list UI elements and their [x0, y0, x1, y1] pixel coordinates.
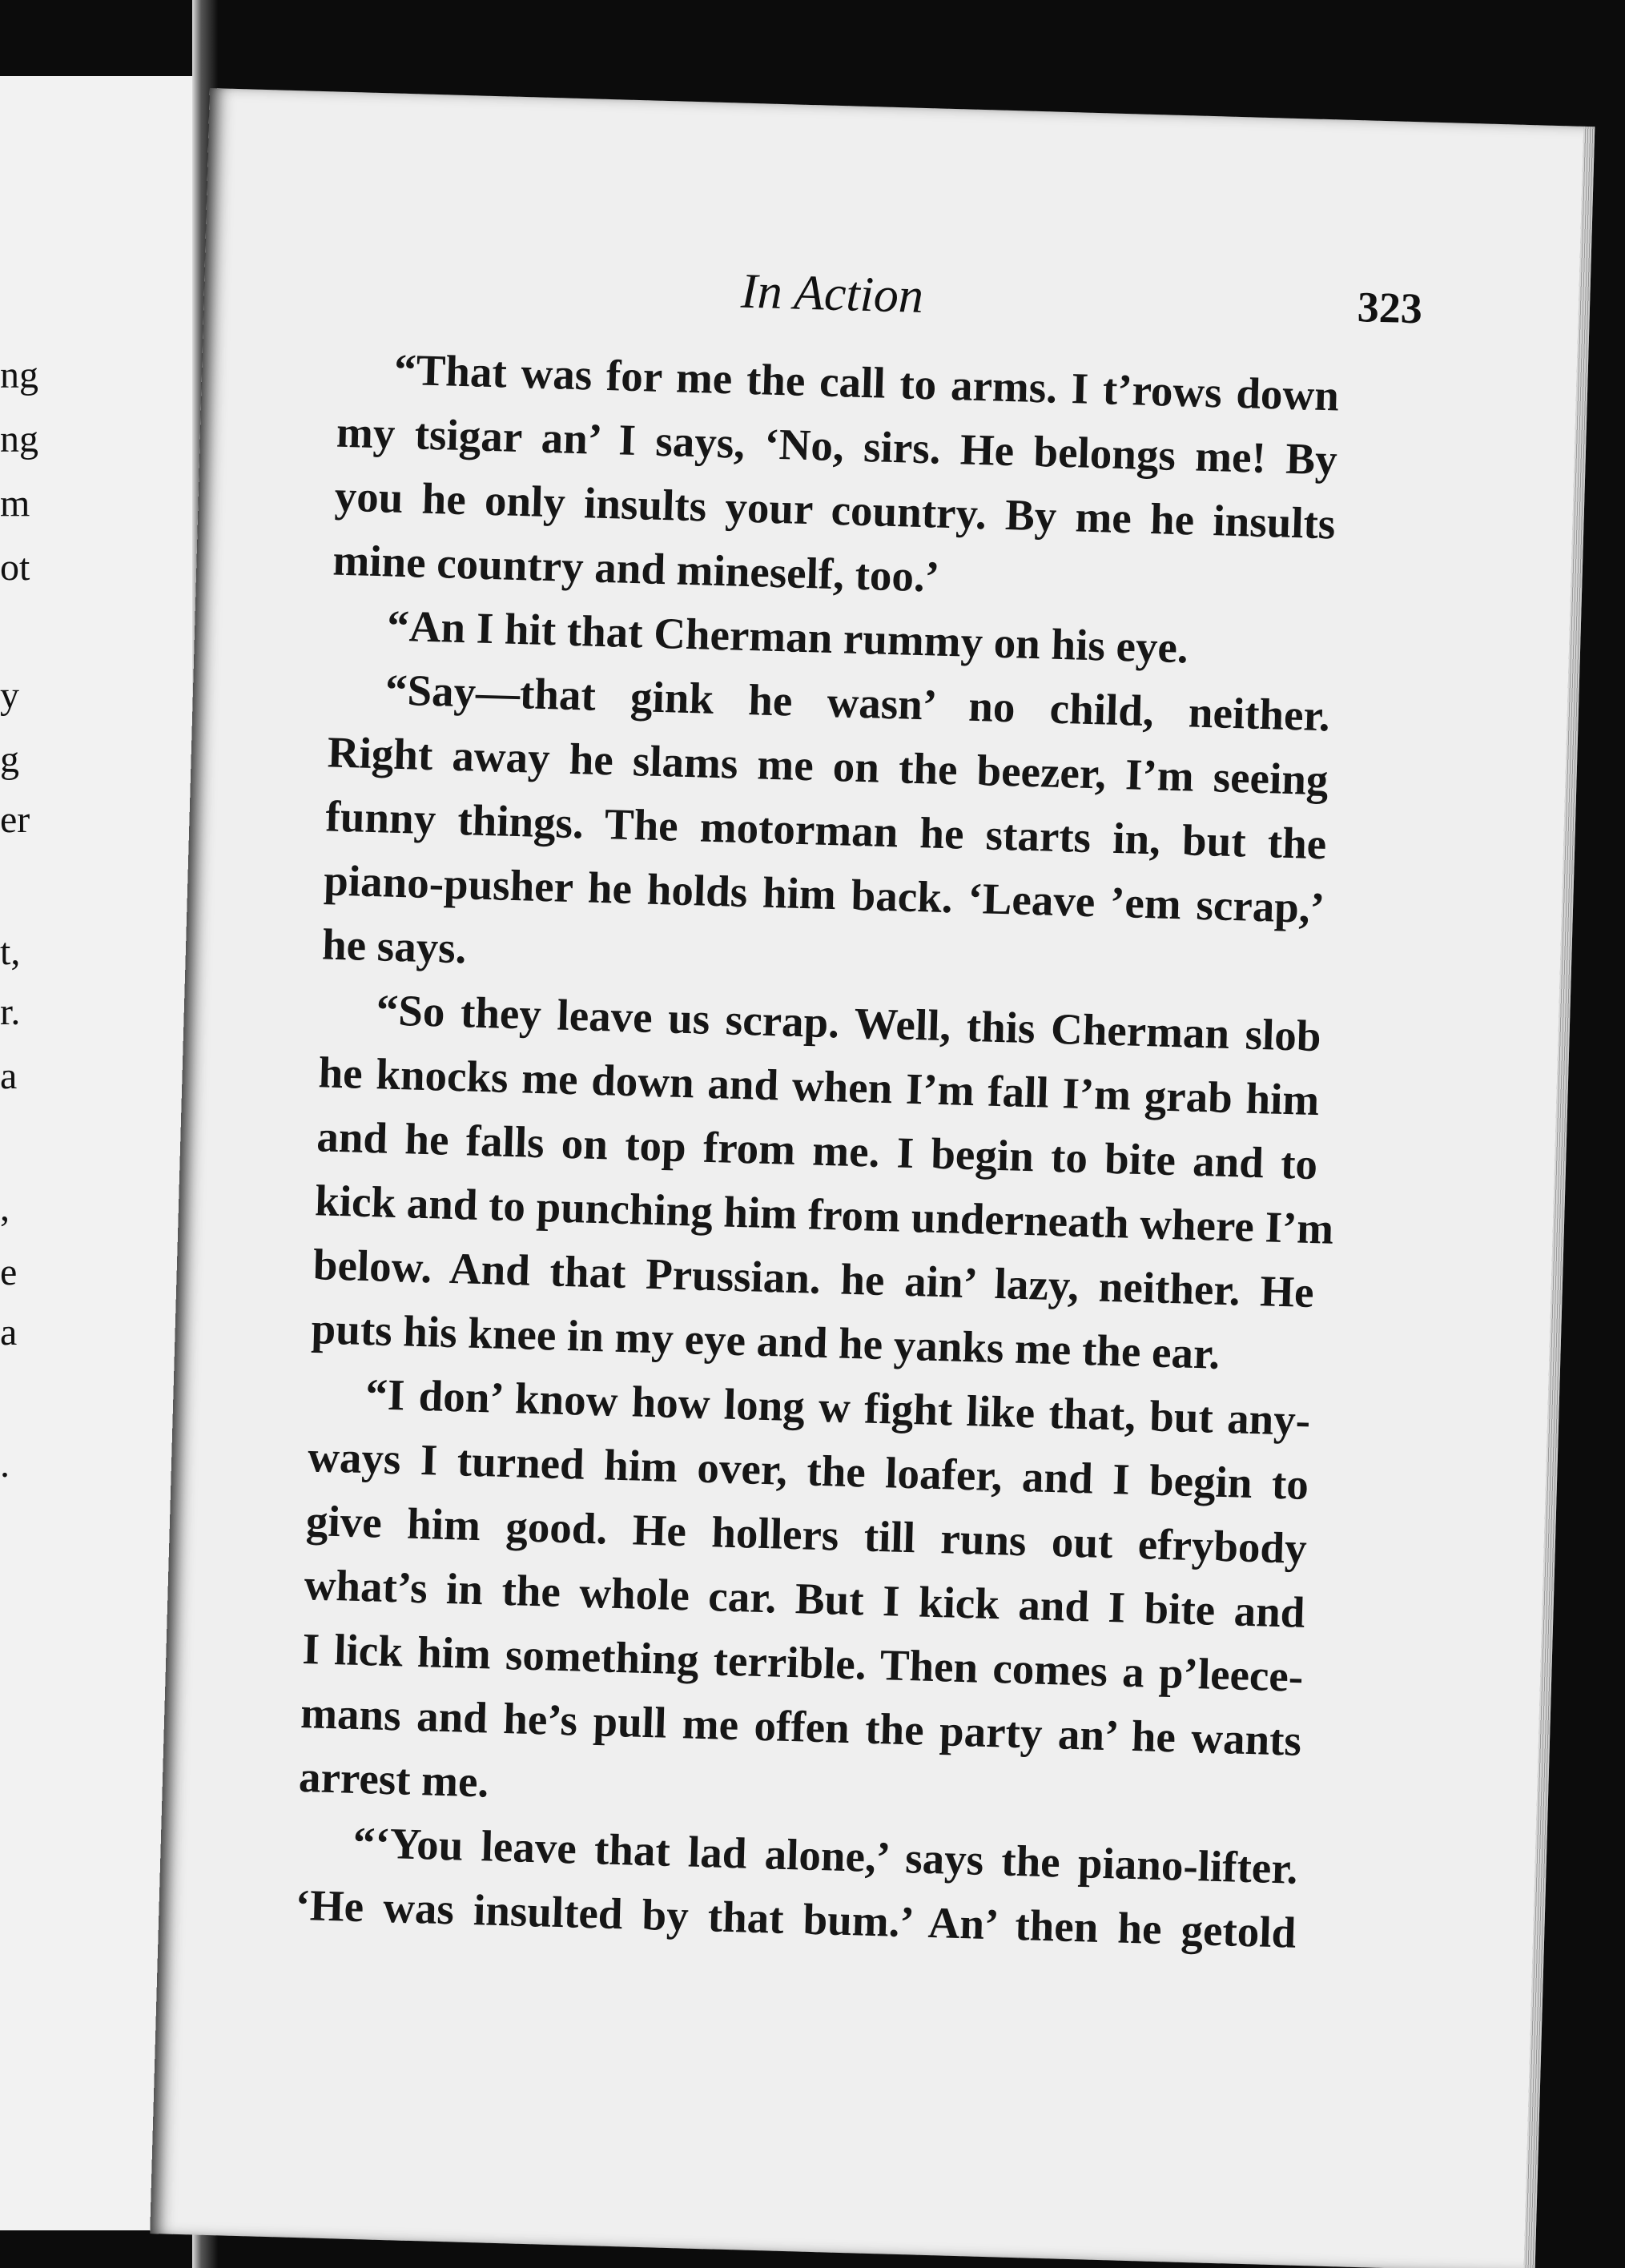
- left-page-fragment: er: [0, 798, 30, 841]
- text-line: kick and to punching him from underneath where I’m: [314, 1176, 1334, 1253]
- text-line: piano-pusher he holds him back. ‘Leave ’em scrap,’: [323, 855, 1325, 933]
- left-page-fragment: g: [0, 738, 19, 781]
- text-line: “So they leave us scrap. Well, this Cherman slob: [376, 985, 1322, 1061]
- text-line: mans and he’s pull me offen the party an’ he wants: [300, 1687, 1302, 1765]
- text-line: you he only insults your country. By me he insults: [333, 471, 1337, 549]
- left-page-fragment: ng: [0, 354, 38, 396]
- text-line: I lick him something terrible. Then comes a p’leece-: [301, 1624, 1305, 1701]
- page-edge: [1524, 127, 1595, 2268]
- left-page-fragment: ot: [0, 546, 30, 589]
- left-page-fragment: m: [0, 482, 30, 525]
- page-number: 323: [1357, 283, 1423, 333]
- text-line: ways I turned him over, the loafer, and I begin to: [307, 1432, 1309, 1509]
- left-page-fragment: ng: [0, 418, 38, 460]
- left-page-fragment: r.: [0, 991, 21, 1033]
- text-line: he says.: [321, 919, 468, 973]
- text-line: mine country and mineself, too.’: [332, 535, 940, 601]
- left-page-fragment: a: [0, 1311, 18, 1353]
- chapter-title: In Action: [740, 263, 924, 324]
- left-page-fragment: y: [0, 674, 19, 717]
- text-line: give him good. He hollers till runs out efrybody: [305, 1496, 1308, 1573]
- text-line: Right away he slams me on the beezer, I’m seeing: [327, 727, 1329, 805]
- left-page-fragment: .: [0, 1443, 10, 1486]
- text-line: puts his knee in my eye and he yanks me the ear.: [310, 1304, 1221, 1378]
- text-line: “I don’ know how long w fight like that, but any-: [364, 1369, 1311, 1446]
- left-page-fragment: t,: [0, 931, 21, 973]
- text-line: ‘He was insulted by that bum.’ An’ then he getold: [294, 1880, 1297, 1957]
- text-line: arrest me.: [298, 1751, 490, 1807]
- book-page: [150, 88, 1595, 2268]
- left-page-fragment: a: [0, 1055, 18, 1097]
- text-line: what’s in the whole car. But I kick and I bite and: [304, 1560, 1306, 1637]
- text-line: and he falls on top from me. I begin to bite and to: [316, 1112, 1318, 1189]
- text-line: funny things. The motorman he starts in, but the: [324, 791, 1328, 869]
- page-body: [295, 336, 1340, 1965]
- text-line: he knocks me down and when I’m fall I’m grab him: [317, 1048, 1321, 1125]
- text-line: “‘You leave that lad alone,’ says the piano-lifter.: [352, 1817, 1299, 1893]
- left-page-fragment: ,: [0, 1187, 10, 1229]
- text-line: below. And that Prussian. he ain’ lazy, neither. He: [312, 1240, 1315, 1317]
- text-line: “An I hit that Cherman rummy on his eye.: [386, 601, 1189, 673]
- running-head: [203, 248, 1526, 349]
- left-page-fragment: e: [0, 1251, 18, 1293]
- text-line: my tsigar an’ I says, ‘No, sirs. He belongs me! By: [336, 407, 1338, 485]
- text-line: “Say—that gink he wasn’ no child, neither.: [384, 665, 1331, 741]
- text-line: “That was for me the call to arms. I t’rows down: [393, 344, 1340, 420]
